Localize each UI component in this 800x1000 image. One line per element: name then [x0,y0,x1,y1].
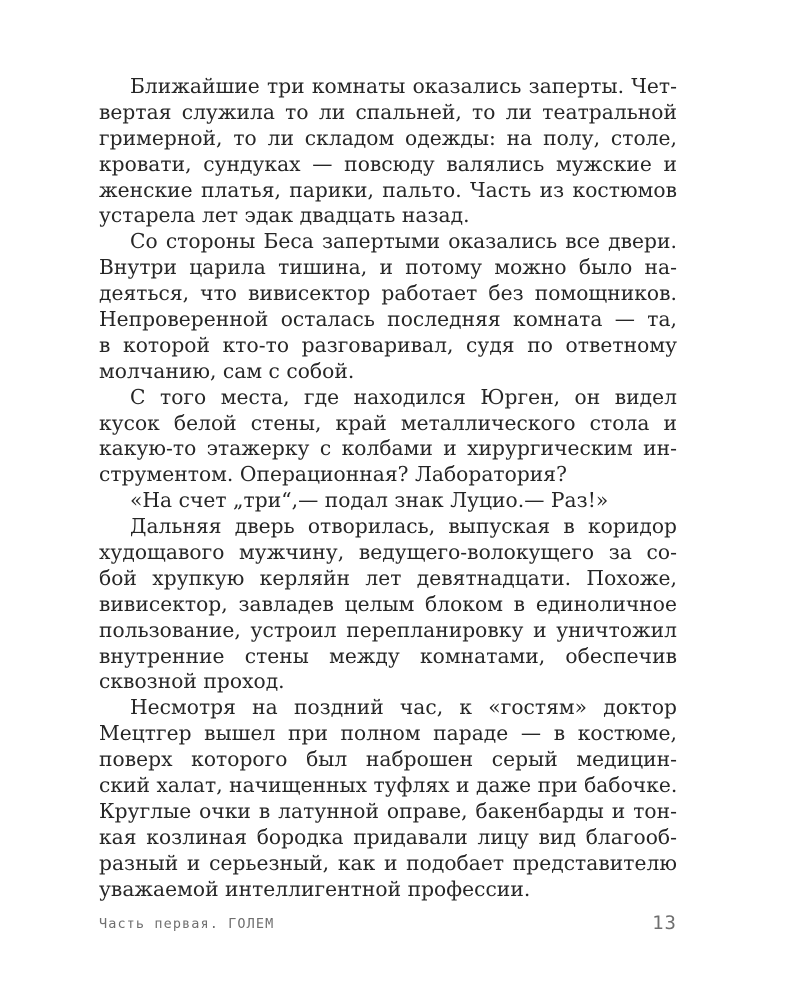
text-line: какую-то этажерку с колбами и хирургическим ин- [99,436,677,461]
text-line: молчанию, сам с собой. [99,358,355,383]
text-line: кусок белой стены, край металлического стола и [99,410,677,435]
text-line: вертая служила то ли спальней, то ли театральной [99,99,677,124]
text-line: устарела лет эдак двадцать назад. [99,203,470,228]
text-line: С того места, где находился Юрген, он видел [130,384,677,409]
page-number: 13 [652,912,677,934]
text-line: Круглые очки в латунной оправе, бакенбарды и тон- [99,798,677,823]
text-line: Несмотря на поздний час, к «гостям» доктор [130,695,677,720]
text-line: кая козлиная бородка придавали лицу вид благооб- [99,824,677,849]
text-line: Дальняя дверь отворилась, выпуская в коридор [130,514,677,539]
text-line: ский халат, начищенных туфлях и даже при бабочке. [99,773,678,798]
text-line: уважаемой интеллигентной профессии. [99,876,531,901]
text-line: струментом. Операционная? Лаборатория? [99,462,567,487]
text-line: Со стороны Беса запертыми оказались все двери. [130,229,677,254]
text-line: худощавого мужчину, ведущего-волокущего за со- [99,540,677,565]
text-line: пользование, устроил перепланировку и уничтожил [99,617,677,642]
text-line: Мецтгер вышел при полном параде — в костюме, [99,721,677,746]
text-line: Непроверенной осталась последняя комната — та, [99,307,677,332]
text-line: сквозной проход. [99,669,285,694]
page-footer [99,912,677,936]
text-line: Ближайшие три комнаты оказались заперты. Чет- [130,74,677,98]
text-line: кровати, сундуках — повсюду валялись мужские и [99,151,677,176]
text-line: деяться, что вивисектор работает без помощников. [99,281,677,306]
text-line: гримерной, то ли складом одежды: на полу, столе, [99,125,677,150]
text-line: разный и серьезный, как и подобает представителю [99,850,677,875]
text-line: поверх которого был наброшен серый медицин- [99,747,677,772]
running-head: Часть первая. ГОЛЕМ [99,916,275,932]
text-line: женские платья, парики, пальто. Часть из костюмов [99,177,677,202]
text-line: «На счет „три“,— подал знак Луцио.— Раз!» [130,488,609,513]
body-text [99,74,677,903]
text-line: бой хрупкую керляйн лет девятнадцати. Похоже, [99,565,677,590]
text-line: внутренние стены между комнатами, обеспечив [99,643,677,668]
text-line: Внутри царила тишина, и потому можно было на- [99,255,677,280]
text-line: вивисектор, завладев целым блоком в единоличное [99,591,677,616]
text-line: в которой кто-то разговаривал, судя по ответному [99,332,677,357]
